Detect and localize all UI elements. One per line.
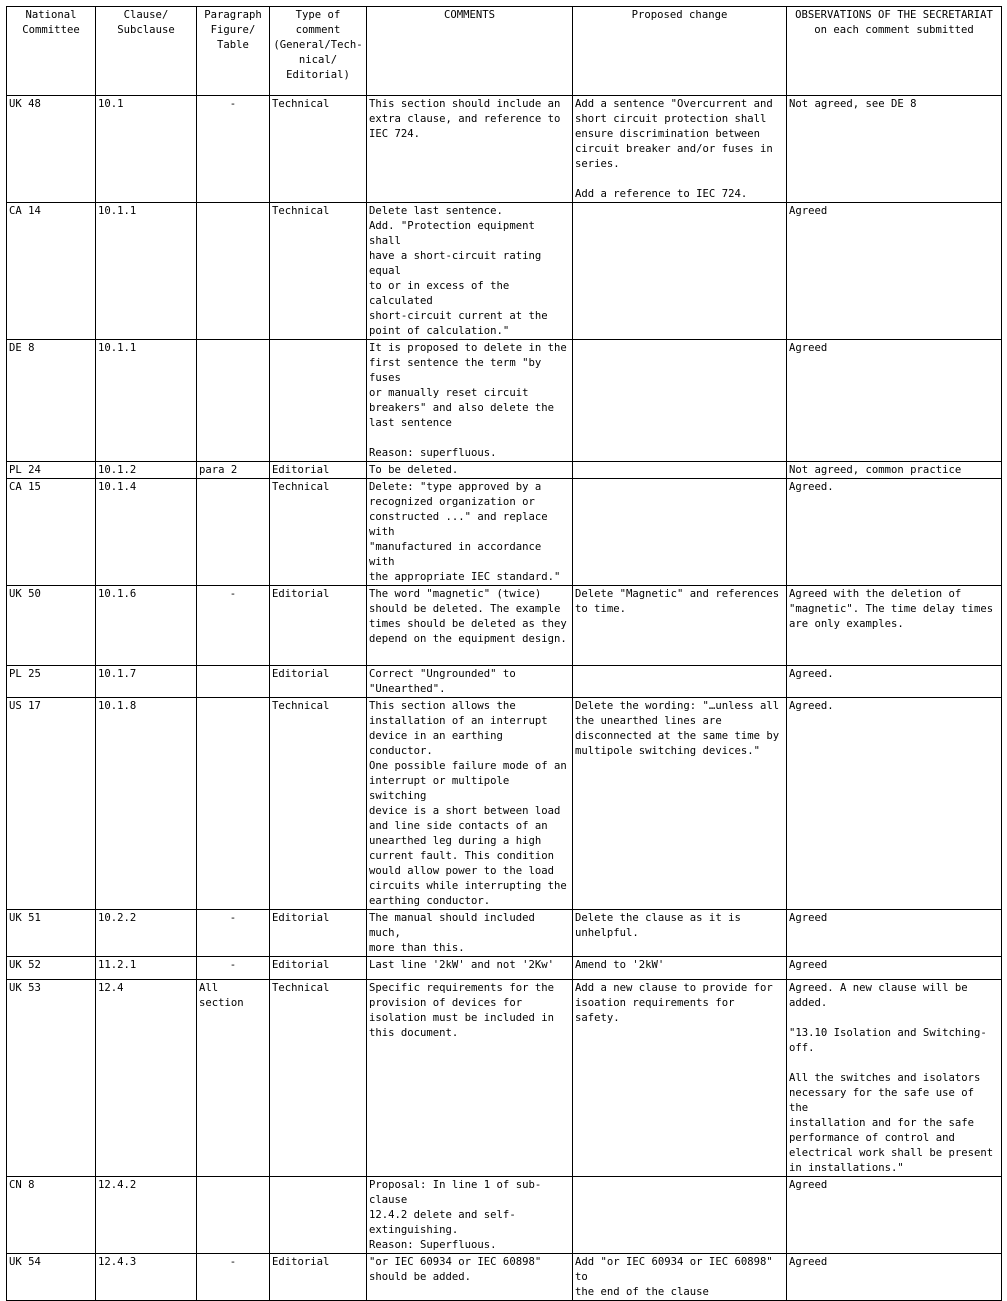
table-row	[7, 340, 1002, 462]
proposed-change-cell	[573, 203, 787, 340]
committee-cell: UK 52	[7, 957, 96, 980]
header-observations: OBSERVATIONS OF THE SECRETARIAT on each comment submitted	[787, 7, 1002, 96]
type-cell: Technical	[270, 980, 367, 1177]
type-cell: Editorial	[270, 1254, 367, 1301]
committee-cell: CA 15	[7, 479, 96, 586]
proposed-change-cell: Add a sentence "Overcurrent and short circuit protection shall ensure discrimination between circuit breaker and/or fuses in series. Add a reference to IEC 724.	[573, 96, 787, 203]
observation-cell: Agreed	[787, 203, 1002, 340]
type-cell: Editorial	[270, 462, 367, 479]
header-row	[7, 7, 1002, 96]
committee-cell: PL 25	[7, 666, 96, 698]
header-paragraph: Paragraph Figure/ Table	[197, 7, 270, 96]
type-cell: Editorial	[270, 666, 367, 698]
paragraph-cell: -	[197, 586, 270, 666]
type-cell: Technical	[270, 479, 367, 586]
paragraph-cell: -	[197, 957, 270, 980]
clause-cell: 10.1.7	[96, 666, 197, 698]
committee-cell: US 17	[7, 698, 96, 910]
table-row	[7, 1177, 1002, 1254]
comment-cell: Specific requirements for the provision of devices for isolation must be included in this document.	[367, 980, 573, 1177]
observation-cell: Agreed.	[787, 698, 1002, 910]
table-row	[7, 96, 1002, 203]
committee-cell: UK 53	[7, 980, 96, 1177]
header-type-of-comment: Type of comment (General/Tech- nical/ Editorial)	[270, 7, 367, 96]
comment-cell: This section allows the installation of an interrupt device in an earthing conductor. One possible failure mode of an interrupt or multipole switching device is a short between load and line side contacts of an unearthed leg during a high current fault. This condition would allow power to the load circuits while interrupting the earthing conductor.	[367, 698, 573, 910]
clause-cell: 10.1.1	[96, 340, 197, 462]
paragraph-cell	[197, 203, 270, 340]
committee-cell: PL 24	[7, 462, 96, 479]
observation-cell: Not agreed, common practice	[787, 462, 1002, 479]
clause-cell: 10.1.8	[96, 698, 197, 910]
committee-cell: UK 48	[7, 96, 96, 203]
clause-cell: 11.2.1	[96, 957, 197, 980]
table-row	[7, 1254, 1002, 1301]
paragraph-cell	[197, 698, 270, 910]
comment-cell: Last line '2kW' and not '2Kw'	[367, 957, 573, 980]
paragraph-cell: All section	[197, 980, 270, 1177]
type-cell: Editorial	[270, 586, 367, 666]
table-row	[7, 698, 1002, 910]
header-comments: COMMENTS	[367, 7, 573, 96]
comment-cell: "or IEC 60934 or IEC 60898" should be added.	[367, 1254, 573, 1301]
type-cell	[270, 340, 367, 462]
observation-cell: Agreed.	[787, 479, 1002, 586]
comment-cell: The word "magnetic" (twice) should be deleted. The example times should be deleted as they depend on the equipment design.	[367, 586, 573, 666]
committee-cell: UK 50	[7, 586, 96, 666]
proposed-change-cell: Amend to '2kW'	[573, 957, 787, 980]
table-row	[7, 203, 1002, 340]
type-cell	[270, 1177, 367, 1254]
observation-cell: Agreed	[787, 957, 1002, 980]
table-row	[7, 666, 1002, 698]
clause-cell: 12.4	[96, 980, 197, 1177]
clause-cell: 12.4.3	[96, 1254, 197, 1301]
comment-cell: This section should include an extra clause, and reference to IEC 724.	[367, 96, 573, 203]
proposed-change-cell	[573, 1177, 787, 1254]
comment-cell: Correct "Ungrounded" to "Unearthed".	[367, 666, 573, 698]
proposed-change-cell: Delete the wording: "…unless all the unearthed lines are disconnected at the same time by multipole switching devices."	[573, 698, 787, 910]
observation-cell: Agreed. A new clause will be added. "13.10 Isolation and Switching- off. All the switches and isolators necessary for the safe use of the installation and for the safe performance of control and electrical work shall be present in installations."	[787, 980, 1002, 1177]
clause-cell: 10.1	[96, 96, 197, 203]
comment-cell: Delete: "type approved by a recognized organization or constructed ..." and replace with "manufactured in accordance with the appropriate IEC standard."	[367, 479, 573, 586]
observation-cell: Agreed	[787, 340, 1002, 462]
table-row	[7, 957, 1002, 980]
table-row	[7, 479, 1002, 586]
clause-cell: 10.1.6	[96, 586, 197, 666]
paragraph-cell: -	[197, 910, 270, 957]
paragraph-cell: -	[197, 96, 270, 203]
committee-cell: DE 8	[7, 340, 96, 462]
clause-cell: 12.4.2	[96, 1177, 197, 1254]
comments-table	[6, 6, 1002, 1301]
paragraph-cell	[197, 479, 270, 586]
table-row	[7, 586, 1002, 666]
comment-cell: Proposal: In line 1 of sub-clause 12.4.2 delete and self- extinguishing. Reason: Superfluous.	[367, 1177, 573, 1254]
header-proposed-change: Proposed change	[573, 7, 787, 96]
type-cell: Technical	[270, 698, 367, 910]
proposed-change-cell: Delete "Magnetic" and references to time.	[573, 586, 787, 666]
clause-cell: 10.1.4	[96, 479, 197, 586]
type-cell: Technical	[270, 203, 367, 340]
observation-cell: Agreed.	[787, 666, 1002, 698]
table-row	[7, 462, 1002, 479]
committee-cell: CA 14	[7, 203, 96, 340]
comment-cell: Delete last sentence. Add. "Protection equipment shall have a short-circuit rating equal to or in excess of the calculated short-circuit current at the point of calculation."	[367, 203, 573, 340]
observation-cell: Agreed	[787, 910, 1002, 957]
observation-cell: Not agreed, see DE 8	[787, 96, 1002, 203]
proposed-change-cell	[573, 462, 787, 479]
paragraph-cell	[197, 340, 270, 462]
committee-cell: UK 51	[7, 910, 96, 957]
type-cell: Technical	[270, 96, 367, 203]
comment-cell: It is proposed to delete in the first sentence the term "by fuses or manually reset circuit breakers" and also delete the last sentence Reason: superfluous.	[367, 340, 573, 462]
comment-cell: To be deleted.	[367, 462, 573, 479]
clause-cell: 10.1.2	[96, 462, 197, 479]
paragraph-cell: para 2	[197, 462, 270, 479]
proposed-change-cell: Add "or IEC 60934 or IEC 60898" to the end of the clause	[573, 1254, 787, 1301]
proposed-change-cell	[573, 479, 787, 586]
paragraph-cell	[197, 666, 270, 698]
observation-cell: Agreed with the deletion of "magnetic". The time delay times are only examples.	[787, 586, 1002, 666]
proposed-change-cell	[573, 340, 787, 462]
clause-cell: 10.2.2	[96, 910, 197, 957]
paragraph-cell: -	[197, 1254, 270, 1301]
type-cell: Editorial	[270, 957, 367, 980]
table-row	[7, 910, 1002, 957]
header-clause: Clause/ Subclause	[96, 7, 197, 96]
type-cell: Editorial	[270, 910, 367, 957]
paragraph-cell	[197, 1177, 270, 1254]
proposed-change-cell	[573, 666, 787, 698]
header-national-committee: National Committee	[7, 7, 96, 96]
committee-cell: CN 8	[7, 1177, 96, 1254]
clause-cell: 10.1.1	[96, 203, 197, 340]
comment-cell: The manual should included much, more than this.	[367, 910, 573, 957]
proposed-change-cell: Delete the clause as it is unhelpful.	[573, 910, 787, 957]
committee-cell: UK 54	[7, 1254, 96, 1301]
observation-cell: Agreed	[787, 1177, 1002, 1254]
table-row	[7, 980, 1002, 1177]
proposed-change-cell: Add a new clause to provide for isoation requirements for safety.	[573, 980, 787, 1177]
observation-cell: Agreed	[787, 1254, 1002, 1301]
